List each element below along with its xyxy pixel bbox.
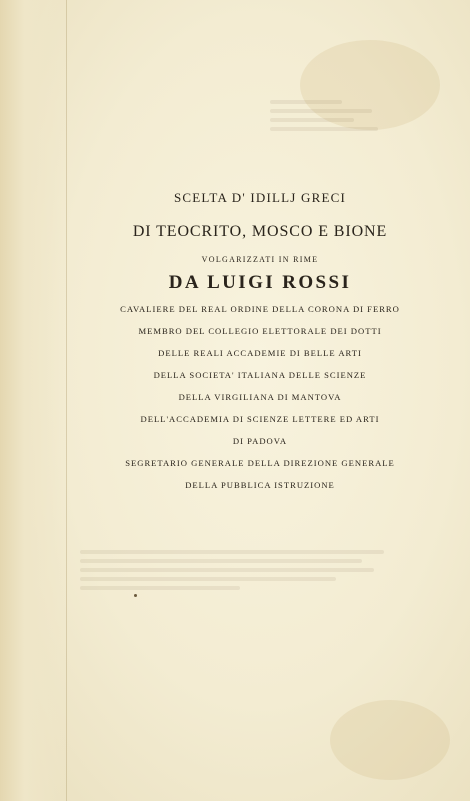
credit-line: DELLA SOCIETA' ITALIANA DELLE SCIENZE bbox=[153, 370, 367, 380]
paper-stain bbox=[330, 700, 450, 780]
credit-line: DELLA VIRGILIANA DI MANTOVA bbox=[178, 392, 342, 402]
translation-note: VOLGARIZZATI IN RIME bbox=[201, 255, 319, 264]
credit-line: SEGRETARIO GENERALE DELLA DIREZIONE GENERALE bbox=[125, 458, 395, 468]
gutter-fold bbox=[66, 0, 67, 801]
show-through-text bbox=[270, 95, 390, 136]
page-gutter bbox=[0, 0, 70, 801]
title-block bbox=[70, 190, 450, 502]
credit-line: DELL'ACCADEMIA DI SCIENZE LETTERE ED ARTI bbox=[140, 414, 380, 424]
credit-line: CAVALIERE DEL REAL ORDINE DELLA CORONA DI FERRO bbox=[120, 304, 400, 314]
credit-line: DELLA PUBBLICA ISTRUZIONE bbox=[185, 480, 335, 490]
subtitle-line: SCELTA D' IDILLJ GRECI bbox=[173, 190, 347, 205]
credit-line: MEMBRO DEL COLLEGIO ELETTORALE DEI DOTTI bbox=[138, 326, 382, 336]
author-name: DA LUIGI ROSSI bbox=[168, 272, 352, 293]
book-title: DI TEOCRITO, MOSCO E BIONE bbox=[132, 223, 388, 240]
credit-line: DELLE REALI ACCADEMIE DI BELLE ARTI bbox=[158, 348, 362, 358]
show-through-text bbox=[80, 545, 400, 595]
ink-speck bbox=[134, 594, 137, 597]
credit-line: DI PADOVA bbox=[232, 436, 288, 446]
